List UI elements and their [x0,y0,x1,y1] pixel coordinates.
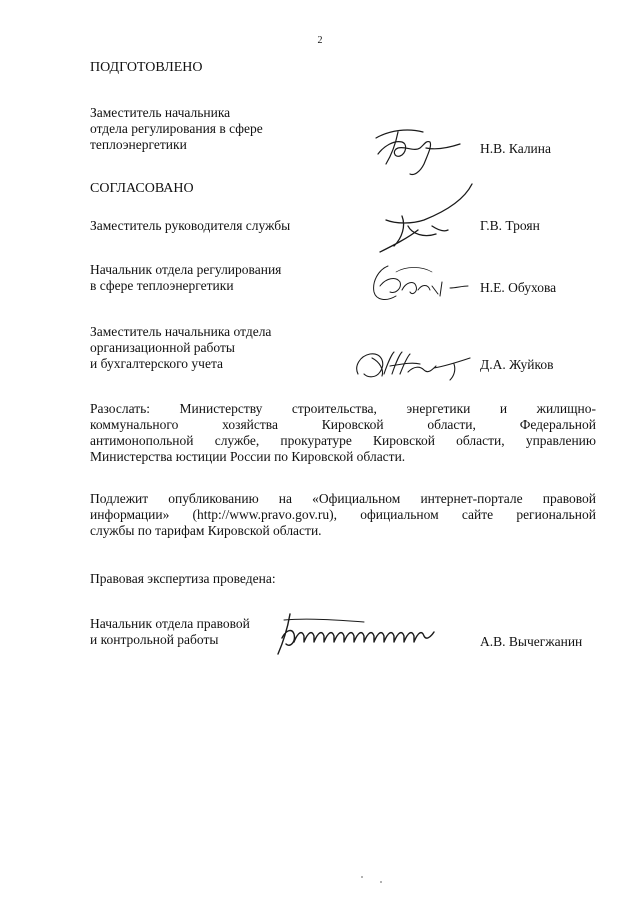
paragraph-line: Разослать: Министерству строительства, энергетики и жилищно- [90,401,596,416]
prepared-heading: ПОДГОТОВЛЕНО [90,60,203,75]
legal-review-position [90,616,250,648]
signer-name: Н.В. Калина [480,141,551,156]
position-line: и контрольной работы [90,632,219,647]
paragraph-line: информации» (http://www.pravo.gov.ru), официальном сайте региональной [90,507,596,522]
legal-review-label: Правовая экспертиза проведена: [90,571,276,586]
signature-vychegzhanin [268,608,448,658]
signer-name: Д.А. Жуйков [480,357,554,372]
position-line: Заместитель начальника отдела [90,324,272,339]
agreed-position [90,324,271,372]
position-line: Начальник отдела правовой [90,616,250,631]
paragraph-line: Подлежит опубликованию на «Официальном интернет-портале правовой [90,491,596,506]
agreed-heading: СОГЛАСОВАНО [90,181,194,196]
position-line: и бухгалтерского учета [90,356,224,371]
signature-obukhova [366,256,476,306]
signature-kalina [368,120,468,180]
paragraph-line: антимонопольной службе, прокуратуре Кировской области, управлению [90,433,596,448]
position-line: организационной работы [90,340,235,355]
publication-paragraph [90,491,596,539]
signer-name: Н.Е. Обухова [480,280,557,295]
position-line: в сфере теплоэнергетики [90,278,234,293]
page-number: 2 [317,35,323,46]
position-line: теплоэнергетики [90,137,187,152]
agreed-position [90,218,290,234]
signer-name: А.В. Вычегжанин [480,634,583,649]
signer-name: Г.В. Троян [480,218,540,233]
signature-troyan [372,180,482,260]
agreed-position [90,262,281,294]
paragraph-line: службы по тарифам Кировской области. [90,523,322,538]
signature-zhuykov [350,344,475,384]
distribution-paragraph [90,401,596,465]
scan-speck [380,881,382,883]
position-line: Начальник отдела регулирования [90,262,282,277]
position-line: Заместитель руководителя службы [90,218,291,233]
prepared-position [90,105,263,153]
paragraph-line: Министерства юстиции России по Кировской области. [90,449,406,464]
position-line: отдела регулирования в сфере [90,121,263,136]
scan-speck [361,876,363,878]
paragraph-line: коммунального хозяйства Кировской области, Федеральной [90,417,596,432]
position-line: Заместитель начальника [90,105,231,120]
